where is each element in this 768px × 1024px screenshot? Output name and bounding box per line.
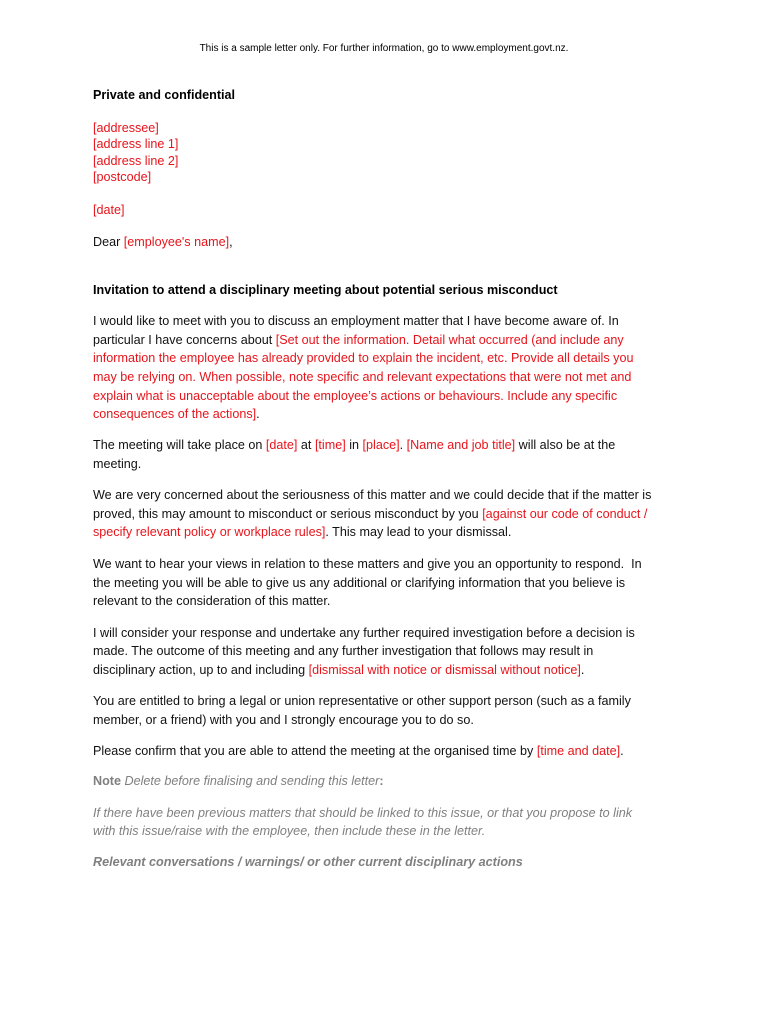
letter-line <box>93 593 330 609</box>
letter-line <box>93 350 633 366</box>
letter-line <box>93 169 151 185</box>
placeholder-text: [Set out the information. Detail what occurred (and include any <box>275 333 624 347</box>
placeholder-text: consequences of the actions] <box>93 407 257 421</box>
letter-text: : <box>379 774 384 788</box>
letter-text: the meeting you will be able to give us any additional or clarifying information that you believe is <box>93 576 626 590</box>
placeholder-text: [date] <box>265 438 298 452</box>
letter-text: . <box>580 663 585 677</box>
letter-text: relevant to the consideration of this matter. <box>93 594 331 608</box>
letter-line <box>93 854 523 870</box>
letter-line <box>93 712 474 728</box>
placeholder-text: information the employee has already provided to explain the incident, etc. Provide all details you <box>93 351 634 365</box>
letter-text: . <box>620 744 624 758</box>
letter-text: , <box>229 235 233 249</box>
letter-line <box>93 643 593 659</box>
letter-text: Dear <box>93 235 124 249</box>
letter-line <box>93 524 511 540</box>
placeholder-text: specify relevant policy or workplace rules] <box>93 525 326 539</box>
placeholder-text: may be relying on. When possible, note specific and relevant expectations that were not met and <box>93 370 632 384</box>
letter-text: We are very concerned about the seriousness of this matter and we could decide that if the matter is <box>93 488 652 502</box>
letter-text: . <box>256 407 260 421</box>
letter-line <box>93 406 260 422</box>
letter-line <box>93 506 647 522</box>
letter-line <box>93 693 631 709</box>
letter-line <box>93 575 625 591</box>
letter-line <box>93 625 635 641</box>
letter-text: with this issue/raise with the employee, then include these in the letter. <box>93 824 486 838</box>
letter-text: I would like to meet with you to discuss an employment matter that I have become aware of. In <box>93 314 619 328</box>
placeholder-text: [addressee] <box>93 121 159 135</box>
sample-letter-header-note: This is a sample letter only. For further information, go to www.employment.govt.nz. <box>199 43 569 54</box>
placeholder-text: [address line 1] <box>93 137 179 151</box>
placeholder-text: [postcode] <box>93 170 152 184</box>
letter-text: particular I have concerns about <box>93 333 276 347</box>
placeholder-text: [place] <box>362 438 400 452</box>
letter-line <box>93 388 617 404</box>
letter-text: at <box>297 438 315 452</box>
letter-line <box>93 487 651 503</box>
placeholder-text: explain what is unacceptable about the employee’s actions or behaviours. Include any specific <box>93 389 618 403</box>
letter-text: You are entitled to bring a legal or union representative or other support person (such as a family <box>93 694 631 708</box>
letter-line <box>93 805 632 821</box>
letter-text: in <box>345 438 363 452</box>
letter-line <box>93 556 642 572</box>
letter-line <box>93 313 619 329</box>
placeholder-text: [Name and job title] <box>406 438 516 452</box>
letter-line <box>93 823 485 839</box>
letter-line <box>93 202 125 218</box>
letter-text: We want to hear your views in relation to these matters and give you an opportunity to respond. In <box>93 557 642 571</box>
letter-text: Invitation to attend a disciplinary meeting about potential serious misconduct <box>93 283 558 297</box>
placeholder-text: [dismissal with notice or dismissal without notice] <box>308 663 581 677</box>
letter-text: I will consider your response and undertake any further required investigation before a decision is <box>93 626 635 640</box>
placeholder-text: [against our code of conduct / <box>482 507 648 521</box>
letter-line <box>93 120 159 136</box>
letter-line <box>93 773 384 789</box>
placeholder-text: [date] <box>93 203 125 217</box>
letter-text: Private and confidential <box>93 88 236 102</box>
letter-text: meeting. <box>93 457 142 471</box>
letter-line <box>93 456 141 472</box>
letter-line <box>93 153 178 169</box>
letter-text: If there have been previous matters that should be linked to this issue, or that you propose to link <box>93 806 633 820</box>
letter-text: . This may lead to your dismissal. <box>325 525 512 539</box>
letter-line <box>93 369 631 385</box>
letter-line <box>93 662 584 678</box>
letter-line <box>93 87 235 103</box>
letter-line <box>93 136 178 152</box>
letter-text: made. The outcome of this meeting and any further investigation that follows may result in <box>93 644 594 658</box>
letter-text: Relevant conversations / warnings/ or other current disciplinary actions <box>93 855 523 869</box>
letter-line <box>93 743 624 759</box>
letter-text: . <box>399 438 407 452</box>
letter-text: Note <box>93 774 125 788</box>
placeholder-text: [time] <box>314 438 346 452</box>
placeholder-text: [time and date] <box>536 744 621 758</box>
letter-text: will also be at the <box>515 438 616 452</box>
letter-text: proved, this may amount to misconduct or serious misconduct by you <box>93 507 483 521</box>
letter-line <box>93 332 624 348</box>
letter-text: Delete before finalising and sending this letter <box>124 774 380 788</box>
letter-line <box>93 437 615 453</box>
letter-line <box>93 234 233 250</box>
letter-text: Please confirm that you are able to attend the meeting at the organised time by <box>93 744 537 758</box>
letter-text: member, or a friend) with you and I strongly encourage you to do so. <box>93 713 474 727</box>
placeholder-text: [address line 2] <box>93 154 179 168</box>
letter-text: The meeting will take place on <box>93 438 266 452</box>
letter-text: disciplinary action, up to and including <box>93 663 309 677</box>
placeholder-text: [employee's name] <box>123 235 230 249</box>
letter-line <box>93 282 558 298</box>
